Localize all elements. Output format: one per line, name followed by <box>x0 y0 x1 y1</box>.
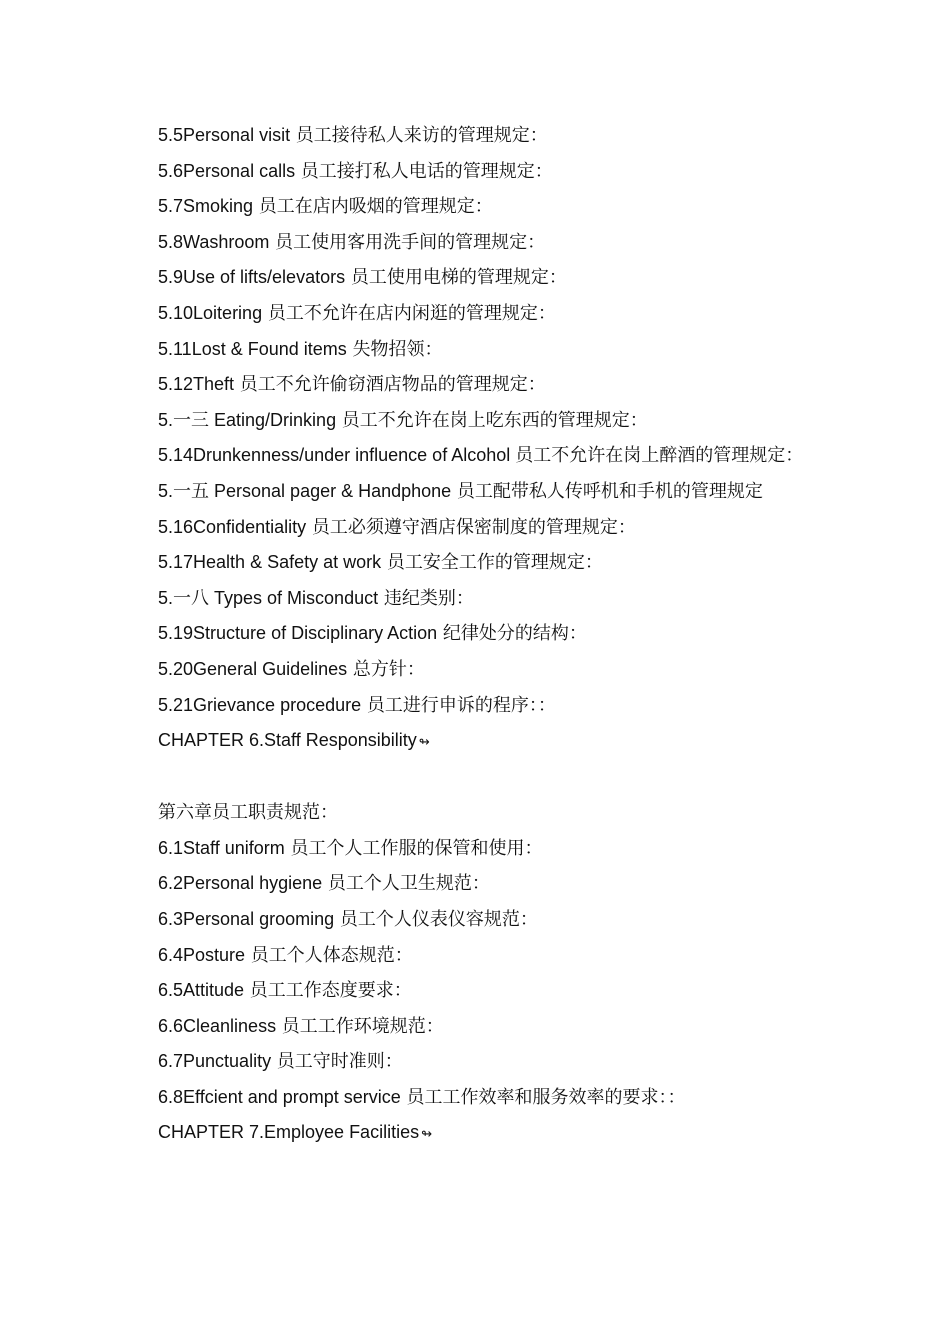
toc-line <box>158 154 818 190</box>
toc-line-en: 5.7Smoking <box>158 196 254 217</box>
toc-line-zh: 员工个人卫生规范： <box>322 873 490 895</box>
chapter-heading <box>158 723 818 759</box>
toc-line-zh: 员工个人体态规范： <box>245 944 413 966</box>
toc-line-zh: 员工不允许在店内闲逛的管理规定： <box>262 302 556 324</box>
toc-line <box>158 581 818 617</box>
blank-line <box>158 759 818 795</box>
toc-line-wrapped <box>158 438 818 474</box>
toc-line <box>158 118 818 154</box>
toc-line <box>158 367 818 403</box>
toc-line-zh: 员工安全工作的管理规定： <box>381 552 603 574</box>
toc-line <box>158 688 818 724</box>
toc-line-en: 5.21Grievance procedure <box>158 694 362 715</box>
toc-line-en: 6.7Punctuality <box>158 1051 272 1072</box>
toc-line-zh: 员工工作态度要求： <box>244 980 412 1002</box>
toc-line <box>158 260 818 296</box>
toc-line <box>158 403 818 439</box>
toc-line-zh: 员工接打私人电话的管理规定： <box>295 160 553 182</box>
toc-line-zh: 纪律处分的结构： <box>437 623 587 645</box>
toc-line-zh: 员工进行申诉的程序：： <box>361 694 556 716</box>
toc-line-en: 5.11Lost & Found items <box>158 338 347 359</box>
toc-line-zh: 员工工作环境规范： <box>276 1015 444 1037</box>
toc-line-en: 5.5Personal visit <box>158 125 291 145</box>
toc-line-en: 5.10Loitering <box>158 302 263 323</box>
toc-line <box>158 938 818 974</box>
document-page <box>158 118 818 1152</box>
toc-line-en: 5.9Use of lifts/elevators <box>158 267 346 288</box>
toc-line-en: 5.20General Guidelines <box>158 658 348 679</box>
toc-line <box>158 1080 818 1116</box>
toc-line-en: 5.14Drunkenness/under influence of Alcohol <box>158 445 516 466</box>
toc-line-en: 5.8Washroom <box>158 231 270 252</box>
toc-line-zh: 失物招领： <box>346 338 443 360</box>
toc-line <box>158 616 818 652</box>
toc-line <box>158 902 818 938</box>
curved-arrow-icon: ↬ <box>418 733 430 749</box>
toc-line <box>158 296 818 332</box>
toc-line-zh: 员工个人仪表仪容规范： <box>334 908 538 930</box>
chapter-heading-zh: 第六章员工职责规范： <box>158 802 338 824</box>
toc-line-zh: 员工使用电梯的管理规定： <box>345 267 567 289</box>
toc-line-en: 5.一八 Types of Misconduct <box>158 587 379 608</box>
toc-line-en: 5.19Structure of Disciplinary Action <box>158 623 438 644</box>
toc-line <box>158 1009 818 1045</box>
toc-line <box>158 866 818 902</box>
toc-line-zh: 员工必须遵守酒店保密制度的管理规定： <box>306 516 636 538</box>
toc-line-en: 6.4Posture <box>158 944 246 965</box>
toc-line-zh: 员工接待私人来访的管理规定： <box>290 125 548 146</box>
toc-line-zh: 员工不允许在岗上吃东西的管理规定： <box>336 409 648 431</box>
toc-line <box>158 652 818 688</box>
toc-line-en: 5.12Theft <box>158 374 235 395</box>
toc-line-en: 6.6Cleanliness <box>158 1015 277 1036</box>
toc-line-en: 5.16Confidentiality <box>158 516 307 537</box>
toc-line <box>158 189 818 225</box>
toc-line <box>158 510 818 546</box>
toc-line <box>158 973 818 1009</box>
chapter-heading <box>158 1115 818 1151</box>
toc-line-en: 6.3Personal grooming <box>158 908 335 929</box>
toc-line-zh: 员工个人工作服的保管和使用： <box>284 837 543 859</box>
toc-line <box>158 474 818 510</box>
chapter-heading-text: CHAPTER 6.Staff Responsibility <box>158 730 417 751</box>
toc-line-zh: 员工不允许在岗上醉酒的管理规定： <box>515 445 804 467</box>
toc-line-zh: 员工在店内吸烟的管理规定： <box>253 196 493 218</box>
toc-line <box>158 1044 818 1080</box>
toc-line-en: 5.一五 Personal pager & Handphone <box>158 480 452 501</box>
curved-arrow-icon: ↬ <box>421 1125 432 1141</box>
toc-line-en: 5.17Health & Safety at work <box>158 552 382 573</box>
toc-line-en: 6.5Attitude <box>158 980 245 1001</box>
toc-line-en: 6.2Personal hygiene <box>158 873 323 894</box>
toc-line-en: 6.1Staff uniform <box>158 837 285 858</box>
toc-line-zh: 员工守时准则： <box>271 1051 403 1073</box>
toc-line-zh: 总方针： <box>347 658 425 680</box>
toc-line-zh: 员工使用客用洗手间的管理规定： <box>269 231 546 253</box>
toc-line-zh: 违纪类别： <box>378 587 474 609</box>
toc-line <box>158 225 818 261</box>
toc-line-en: 5.一三 Eating/Drinking <box>158 409 337 430</box>
toc-line-zh: 员工工作效率和服务效率的要求：： <box>400 1086 686 1108</box>
toc-line-zh: 员工配带私人传呼机和手机的管理规定 <box>451 480 763 502</box>
toc-line-zh: 员工不允许偷窃酒店物品的管理规定： <box>234 374 546 396</box>
toc-line <box>158 831 818 867</box>
toc-line <box>158 545 818 581</box>
toc-line-en: 6.8Effcient and prompt service <box>158 1086 401 1107</box>
chapter-heading-text: CHAPTER 7.Employee Facilities <box>158 1122 420 1143</box>
toc-line-en: 5.6Personal calls <box>158 160 296 181</box>
toc-line <box>158 332 818 368</box>
